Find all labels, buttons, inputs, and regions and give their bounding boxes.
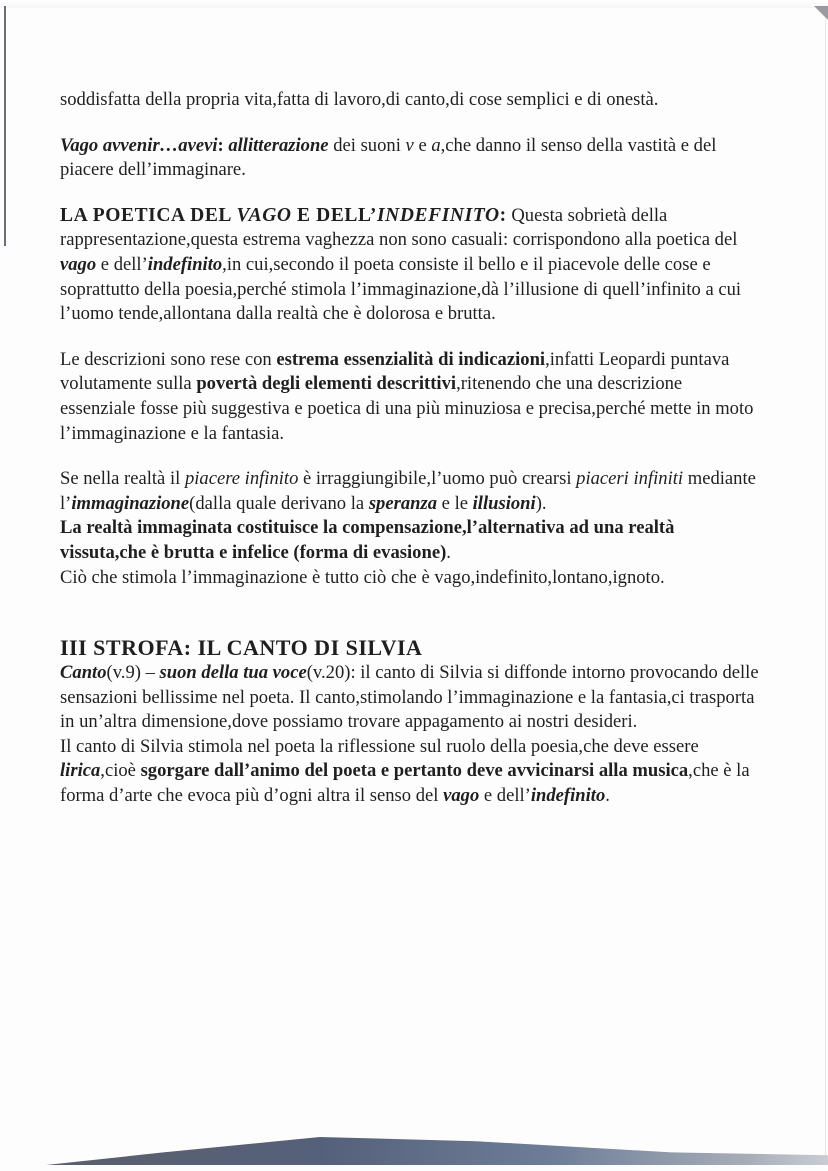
- text: ,cioè: [100, 760, 141, 782]
- heading-part: :: [499, 204, 507, 226]
- paragraph-compensazione: [60, 516, 760, 565]
- scan-top-edge: [0, 0, 828, 8]
- section-heading-poetica: [60, 205, 507, 226]
- paragraph-riflessione: [60, 735, 760, 809]
- term-canto: Canto: [60, 662, 107, 684]
- text: mediante l’: [60, 468, 756, 514]
- text: dei suoni: [328, 134, 406, 156]
- letter-a: a: [431, 134, 441, 156]
- term-illusioni: illusioni: [472, 492, 536, 514]
- colon: :: [217, 134, 229, 156]
- paragraph-descrizioni: [60, 348, 760, 446]
- scan-bottom-shadow: [46, 1137, 828, 1165]
- heading-part-italic: VAGO: [236, 204, 292, 226]
- text: Ciò che stimola l’immaginazione è tutto ciò che è vago,indefinito,lontano,ignoto.: [60, 566, 665, 588]
- heading-part-italic: INDEFINITO: [376, 204, 500, 226]
- text: ,che è la forma d’arte che evoca più d’ogni altra il senso del: [60, 760, 750, 807]
- text: .: [605, 785, 610, 807]
- paragraph-alliteration: [60, 134, 760, 183]
- emphasis: La realtà immaginata costituisce la compensazione,l’alternativa ad una realtà vissuta,che è brutta e infelice (forma di evasione): [60, 517, 675, 563]
- text: Se nella realtà il: [60, 468, 185, 490]
- text: e le: [437, 492, 473, 514]
- term-piaceri-infiniti: piaceri infiniti: [576, 468, 684, 490]
- emphasis: estrema essenzialità di indicazioni: [276, 348, 546, 370]
- section-heading-strofa-3: III STROFA: IL CANTO DI SILVIA: [60, 635, 423, 661]
- term-lirica: lirica: [60, 760, 101, 782]
- text: ,in cui,secondo il poeta consiste il bello e il piacevole delle cose e soprattutto della poesia,perché stimola l’immaginazione,dà l’illusione di quell’infinito a cui l’uomo tende,allontana dalla realtà che è dolorosa e brutta.: [60, 253, 742, 325]
- text: .: [446, 541, 451, 563]
- text: è irraggiungibile,l’uomo può crearsi: [298, 468, 577, 490]
- text: e dell’: [96, 253, 148, 275]
- paragraph-canto: [60, 661, 760, 735]
- term-vago: vago: [60, 253, 97, 275]
- text: Le descrizioni sono rese con: [60, 348, 277, 370]
- text: (v.20): il canto di Silvia si diffonde intorno provocando delle sensazioni bellissime nel poeta. Il canto,stimolando l’immaginazione e la fantasia,ci trasporta in un’altra dimensione,dove possiamo trovare appagamento ai nostri desideri.: [60, 662, 759, 733]
- text: (dalla quale derivano la: [189, 492, 369, 514]
- text: Questa sobrietà della rappresentazione,questa estrema vaghezza non sono casuali: corrispondono alla poetica del: [60, 204, 738, 251]
- emphasis: povertà degli elementi descrittivi: [196, 373, 457, 395]
- quote-suon-della-tua-voce: suon della tua voce: [159, 662, 307, 684]
- paragraph-piacere: [60, 467, 760, 516]
- term-indefinito: indefinito: [530, 785, 606, 807]
- scan-right-edge: [825, 20, 826, 1160]
- paragraph-poetica: [60, 204, 760, 327]
- heading-part: E DELL’: [291, 204, 377, 226]
- letter-v: v: [405, 134, 414, 156]
- scan-folded-corner: [814, 6, 828, 20]
- text: e: [413, 134, 432, 156]
- text: e dell’: [479, 785, 531, 807]
- term-allitterazione: allitterazione: [228, 134, 329, 156]
- term-speranza: speranza: [368, 492, 438, 514]
- term-piacere-infinito: piacere infinito: [184, 468, 299, 490]
- text: Il canto di Silvia stimola nel poeta la riflessione sul ruolo della poesia,che deve essere: [60, 735, 699, 757]
- text: (v.9) –: [106, 662, 160, 684]
- text: soddisfatta della propria vita,fatta di lavoro,di canto,di cose semplici e di onestà.: [60, 89, 659, 110]
- text: ).: [535, 492, 547, 514]
- quote-vago-avvenir: Vago avvenir…avevi: [60, 134, 218, 156]
- text: ,infatti Leopardi puntava volutamente sulla: [60, 348, 730, 395]
- text: ,che danno il senso della vastità e del piacere dell’immaginare.: [60, 134, 717, 181]
- paragraph-intro: [60, 88, 760, 113]
- term-immaginazione: immaginazione: [71, 492, 190, 514]
- paragraph-stimolo: [60, 566, 760, 591]
- term-vago: vago: [443, 785, 480, 807]
- scan-left-edge: [4, 6, 6, 246]
- text: ,ritenendo che una descrizione essenziale fosse più suggestiva e poetica di una più minuziosa e precisa,perché mette in moto l’immaginazione e la fantasia.: [60, 373, 754, 444]
- document-page: [60, 88, 760, 830]
- emphasis: sgorgare dall’animo del poeta e pertanto deve avvicinarsi alla musica: [140, 760, 689, 782]
- term-indefinito: indefinito: [147, 253, 223, 275]
- heading-part: LA POETICA DEL: [60, 204, 237, 226]
